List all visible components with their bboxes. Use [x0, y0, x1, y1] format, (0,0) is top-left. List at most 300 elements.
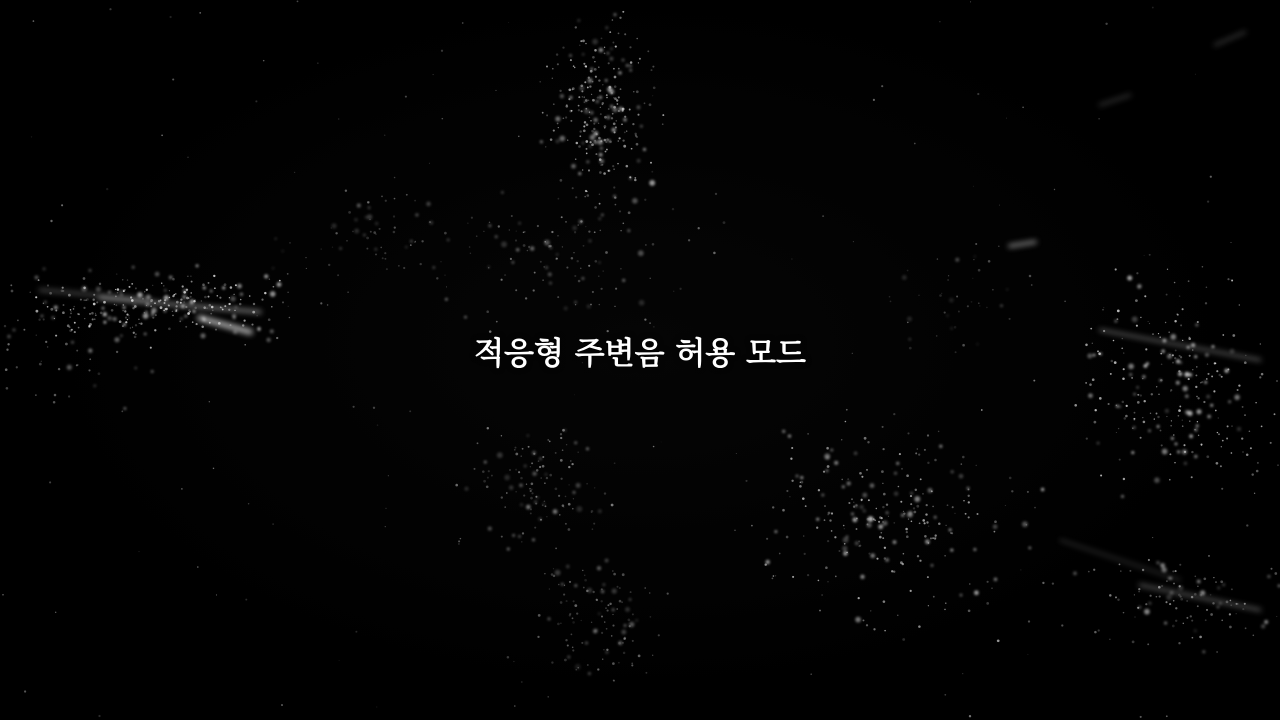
- particle: [1165, 409, 1169, 413]
- particle: [598, 137, 601, 140]
- particle: [515, 239, 517, 241]
- particle: [384, 252, 386, 254]
- particle: [1189, 434, 1193, 438]
- particle: [888, 516, 889, 517]
- particle: [569, 581, 571, 583]
- particle: [827, 540, 829, 542]
- particle: [841, 439, 842, 440]
- particle: [853, 502, 854, 503]
- particle: [605, 26, 608, 29]
- particle: [188, 297, 190, 299]
- particle: [619, 137, 621, 139]
- particle: [115, 296, 117, 298]
- particle: [88, 325, 90, 327]
- particle: [644, 102, 646, 104]
- particle: [1148, 429, 1151, 432]
- particle: [1105, 23, 1107, 25]
- particle: [560, 94, 564, 98]
- particle: [569, 54, 572, 57]
- particle: [594, 141, 597, 144]
- particle: [61, 204, 63, 206]
- particle: [172, 315, 174, 317]
- particle: [196, 323, 198, 325]
- particle: [498, 225, 500, 227]
- particle: [822, 215, 824, 217]
- particle: [978, 302, 980, 304]
- particle: [1064, 300, 1066, 302]
- particle: [470, 253, 471, 254]
- particle: [623, 145, 626, 148]
- particle: [615, 204, 617, 206]
- particle: [1190, 615, 1192, 617]
- particle: [560, 601, 563, 604]
- particle: [31, 136, 32, 137]
- particle: [967, 487, 970, 490]
- particle: [968, 501, 970, 503]
- particle: [552, 78, 553, 79]
- mode-caption: 적응형 주변음 허용 모드: [474, 336, 806, 372]
- particle: [883, 493, 886, 496]
- particle: [791, 447, 793, 449]
- particle: [987, 581, 989, 583]
- particle: [918, 625, 921, 628]
- particle: [914, 143, 916, 145]
- particle: [1221, 620, 1223, 622]
- particle: [604, 621, 605, 622]
- particle: [591, 510, 594, 513]
- particle: [574, 67, 575, 68]
- particle: [1022, 106, 1024, 108]
- particle: [599, 193, 601, 195]
- particle: [553, 130, 555, 132]
- particle: [1182, 420, 1183, 421]
- particle: [562, 449, 564, 451]
- particle: [934, 516, 937, 519]
- particle: [807, 433, 809, 435]
- particle: [944, 555, 946, 557]
- particle: [903, 553, 905, 555]
- particle: [555, 452, 557, 454]
- particle: [859, 545, 861, 547]
- particle: [1125, 415, 1128, 418]
- particle: [84, 318, 85, 319]
- particle: [62, 290, 64, 292]
- particle: [1197, 421, 1198, 422]
- particle: [860, 575, 864, 579]
- particle: [521, 541, 522, 542]
- particle: [537, 636, 539, 638]
- particle: [190, 296, 192, 298]
- particle: [651, 171, 653, 173]
- particle: [594, 231, 596, 233]
- particle: [932, 537, 934, 539]
- particle: [847, 478, 849, 480]
- particle: [114, 304, 115, 305]
- particle: [339, 247, 342, 250]
- particle: [548, 272, 552, 276]
- particle: [1184, 462, 1187, 465]
- particle: [588, 78, 593, 83]
- particle: [218, 322, 221, 325]
- particle: [605, 651, 608, 654]
- particle: [604, 492, 606, 494]
- particle: [1183, 623, 1184, 624]
- particle: [155, 314, 157, 316]
- particle: [1140, 317, 1141, 318]
- particle: [903, 511, 904, 512]
- particle: [139, 323, 140, 324]
- particle: [1179, 405, 1181, 407]
- particle: [910, 495, 912, 497]
- particle: [574, 584, 577, 587]
- particle: [853, 241, 854, 242]
- particle: [592, 528, 594, 530]
- particle: [1088, 393, 1093, 398]
- particle: [187, 276, 188, 277]
- particle: [766, 560, 770, 564]
- particle: [190, 276, 191, 277]
- particle: [625, 607, 630, 612]
- particle: [599, 159, 603, 163]
- particle: [1191, 476, 1193, 478]
- particle: [914, 511, 917, 514]
- particle: [986, 602, 989, 605]
- particle: [1169, 603, 1171, 605]
- particle: [619, 210, 621, 212]
- particle: [552, 68, 554, 70]
- particle: [799, 485, 802, 488]
- particle: [603, 172, 606, 175]
- particle: [405, 246, 408, 249]
- particle: [629, 622, 634, 627]
- particle: [610, 105, 613, 108]
- particle: [6, 387, 9, 390]
- particle: [70, 309, 71, 310]
- particle: [823, 471, 825, 473]
- particle: [883, 600, 886, 603]
- particle: [549, 441, 551, 443]
- particle: [1148, 602, 1151, 605]
- particle: [436, 277, 438, 279]
- particle: [539, 457, 542, 460]
- particle: [556, 53, 558, 55]
- particle: [597, 139, 603, 145]
- particle: [882, 483, 883, 484]
- particle: [190, 302, 193, 305]
- particle: [910, 503, 912, 505]
- particle: [54, 394, 57, 397]
- particle: [520, 477, 523, 480]
- particle: [652, 243, 655, 246]
- particle: [68, 395, 70, 397]
- particle: [571, 463, 573, 465]
- particle: [1029, 275, 1032, 278]
- particle: [994, 520, 997, 523]
- particle: [526, 434, 529, 437]
- particle: [906, 474, 909, 477]
- particle: [775, 575, 776, 576]
- particle: [723, 221, 726, 224]
- particle: [566, 267, 568, 269]
- particle: [442, 118, 444, 120]
- particle: [523, 495, 525, 497]
- particle: [861, 499, 863, 501]
- particle: [123, 306, 126, 309]
- particle: [515, 447, 517, 449]
- particle: [1000, 304, 1003, 307]
- particle: [317, 63, 318, 64]
- particle: [601, 214, 604, 217]
- particle: [1230, 279, 1231, 280]
- particle: [530, 497, 533, 500]
- particle: [846, 409, 848, 411]
- particle: [585, 190, 587, 192]
- particle: [578, 280, 581, 283]
- particle: [530, 246, 534, 250]
- particle: [925, 539, 930, 544]
- particle: [866, 469, 868, 471]
- particle: [607, 610, 609, 612]
- particle: [515, 289, 517, 291]
- particle: [1165, 322, 1166, 323]
- particle: [71, 311, 72, 312]
- particle: [256, 315, 257, 316]
- particle: [1169, 479, 1171, 481]
- particle: [918, 295, 919, 296]
- particle: [337, 274, 339, 276]
- particle: [874, 519, 876, 521]
- particle: [1220, 580, 1223, 583]
- particle: [622, 279, 625, 282]
- particle: [1156, 561, 1159, 564]
- particle: [976, 513, 978, 515]
- particle: [881, 85, 883, 87]
- particle: [1213, 577, 1214, 578]
- particle: [775, 530, 778, 533]
- particle: [501, 536, 503, 538]
- particle: [531, 483, 534, 486]
- particle: [864, 437, 867, 440]
- particle: [827, 465, 830, 468]
- particle: [43, 267, 46, 270]
- particle: [843, 525, 845, 527]
- particle: [142, 298, 144, 300]
- particle: [1244, 414, 1246, 416]
- particle: [551, 661, 553, 663]
- particle: [575, 196, 577, 198]
- particle: [255, 100, 257, 102]
- particle: [187, 157, 188, 158]
- particle: [612, 42, 614, 44]
- particle: [573, 491, 576, 494]
- particle: [553, 103, 555, 105]
- particle: [1028, 547, 1031, 550]
- particle: [1242, 608, 1244, 610]
- particle: [572, 508, 574, 510]
- particle: [268, 318, 271, 321]
- particle: [891, 570, 893, 572]
- particle: [1121, 495, 1124, 498]
- particle: [928, 488, 933, 493]
- particle: [981, 409, 983, 411]
- particle: [1174, 320, 1176, 322]
- particle: [143, 313, 149, 319]
- particle: [540, 140, 543, 143]
- particle: [557, 63, 559, 65]
- particle: [208, 296, 210, 298]
- particle: [531, 489, 533, 491]
- particle: [586, 153, 588, 155]
- particle: [1138, 606, 1141, 609]
- particle: [375, 222, 379, 226]
- particle: [592, 56, 595, 59]
- particle: [571, 257, 574, 260]
- particle: [1166, 715, 1168, 717]
- particle: [294, 172, 295, 173]
- particle: [575, 304, 576, 305]
- particle: [1213, 390, 1215, 392]
- particle: [426, 202, 430, 206]
- particle: [576, 612, 578, 614]
- particle: [969, 715, 971, 717]
- particle: [574, 275, 576, 277]
- particle: [588, 265, 590, 267]
- particle: [585, 226, 586, 227]
- particle: [74, 322, 76, 324]
- particle: [582, 169, 583, 170]
- particle: [647, 50, 649, 52]
- light-streak: [1010, 242, 1035, 246]
- particle: [572, 226, 577, 231]
- particle: [593, 123, 595, 125]
- particle: [870, 553, 875, 558]
- particle: [489, 222, 490, 223]
- particle: [560, 433, 562, 435]
- particle: [108, 291, 111, 294]
- particle: [559, 136, 565, 142]
- particle: [565, 116, 567, 118]
- particle: [373, 231, 376, 234]
- particle: [366, 237, 369, 240]
- particle: [1264, 620, 1268, 624]
- particle: [192, 321, 194, 323]
- particle: [555, 139, 559, 143]
- particle: [602, 102, 605, 105]
- particle: [585, 65, 587, 67]
- particle: [1135, 299, 1138, 302]
- particle: [782, 430, 785, 433]
- particle: [962, 456, 965, 459]
- particle: [893, 522, 895, 524]
- particle: [629, 177, 632, 180]
- particle: [599, 203, 601, 205]
- particle: [1196, 424, 1199, 427]
- particle: [1162, 449, 1168, 455]
- particle: [465, 487, 469, 491]
- particle: [542, 465, 545, 468]
- particle: [575, 158, 576, 159]
- particle: [1114, 320, 1117, 323]
- particle: [907, 316, 912, 321]
- particle: [1100, 474, 1102, 476]
- particle: [602, 583, 605, 586]
- particle: [574, 301, 577, 304]
- particle: [851, 498, 853, 500]
- particle: [1131, 451, 1134, 454]
- particle: [1217, 432, 1218, 433]
- particle: [534, 501, 537, 504]
- particle: [560, 459, 563, 462]
- particle: [584, 121, 586, 123]
- particle: [950, 549, 953, 552]
- particle: [385, 508, 386, 509]
- particle: [464, 316, 467, 319]
- particle: [347, 291, 349, 293]
- particle: [868, 499, 870, 501]
- particle: [582, 53, 585, 56]
- particle: [565, 523, 567, 525]
- particle: [927, 462, 929, 464]
- particle: [1245, 627, 1247, 629]
- particle: [961, 463, 962, 464]
- particle: [516, 491, 517, 492]
- particle: [599, 96, 602, 99]
- particle: [844, 528, 845, 529]
- particle: [529, 488, 531, 490]
- particle: [624, 624, 627, 627]
- particle: [393, 215, 395, 217]
- particle: [133, 304, 137, 308]
- particle: [1170, 591, 1174, 595]
- particle: [578, 109, 580, 111]
- particle: [239, 303, 242, 306]
- particle: [264, 274, 268, 278]
- particle: [594, 68, 597, 71]
- particle: [593, 118, 597, 122]
- particle: [1188, 280, 1190, 282]
- particle: [828, 512, 831, 515]
- particle: [592, 39, 598, 45]
- particle: [786, 490, 788, 492]
- particle: [587, 664, 589, 666]
- particle: [1127, 275, 1132, 280]
- particle: [403, 267, 405, 269]
- particle: [49, 292, 52, 295]
- particle: [1182, 425, 1184, 427]
- particle: [818, 489, 820, 491]
- particle: [999, 205, 1000, 206]
- particle: [146, 295, 151, 300]
- particle: [202, 317, 206, 321]
- particle: [593, 591, 595, 593]
- particle: [992, 289, 994, 291]
- particle: [544, 500, 546, 502]
- particle: [652, 655, 653, 656]
- particle: [1186, 617, 1188, 619]
- particle: [589, 117, 591, 119]
- particle: [204, 296, 207, 299]
- particle: [219, 297, 221, 299]
- particle: [560, 437, 562, 439]
- particle: [638, 655, 641, 658]
- particle: [599, 304, 600, 305]
- particle: [151, 311, 154, 314]
- particle: [944, 609, 946, 611]
- particle: [1158, 586, 1161, 589]
- particle: [394, 226, 396, 228]
- particle: [370, 231, 372, 233]
- particle: [55, 612, 56, 613]
